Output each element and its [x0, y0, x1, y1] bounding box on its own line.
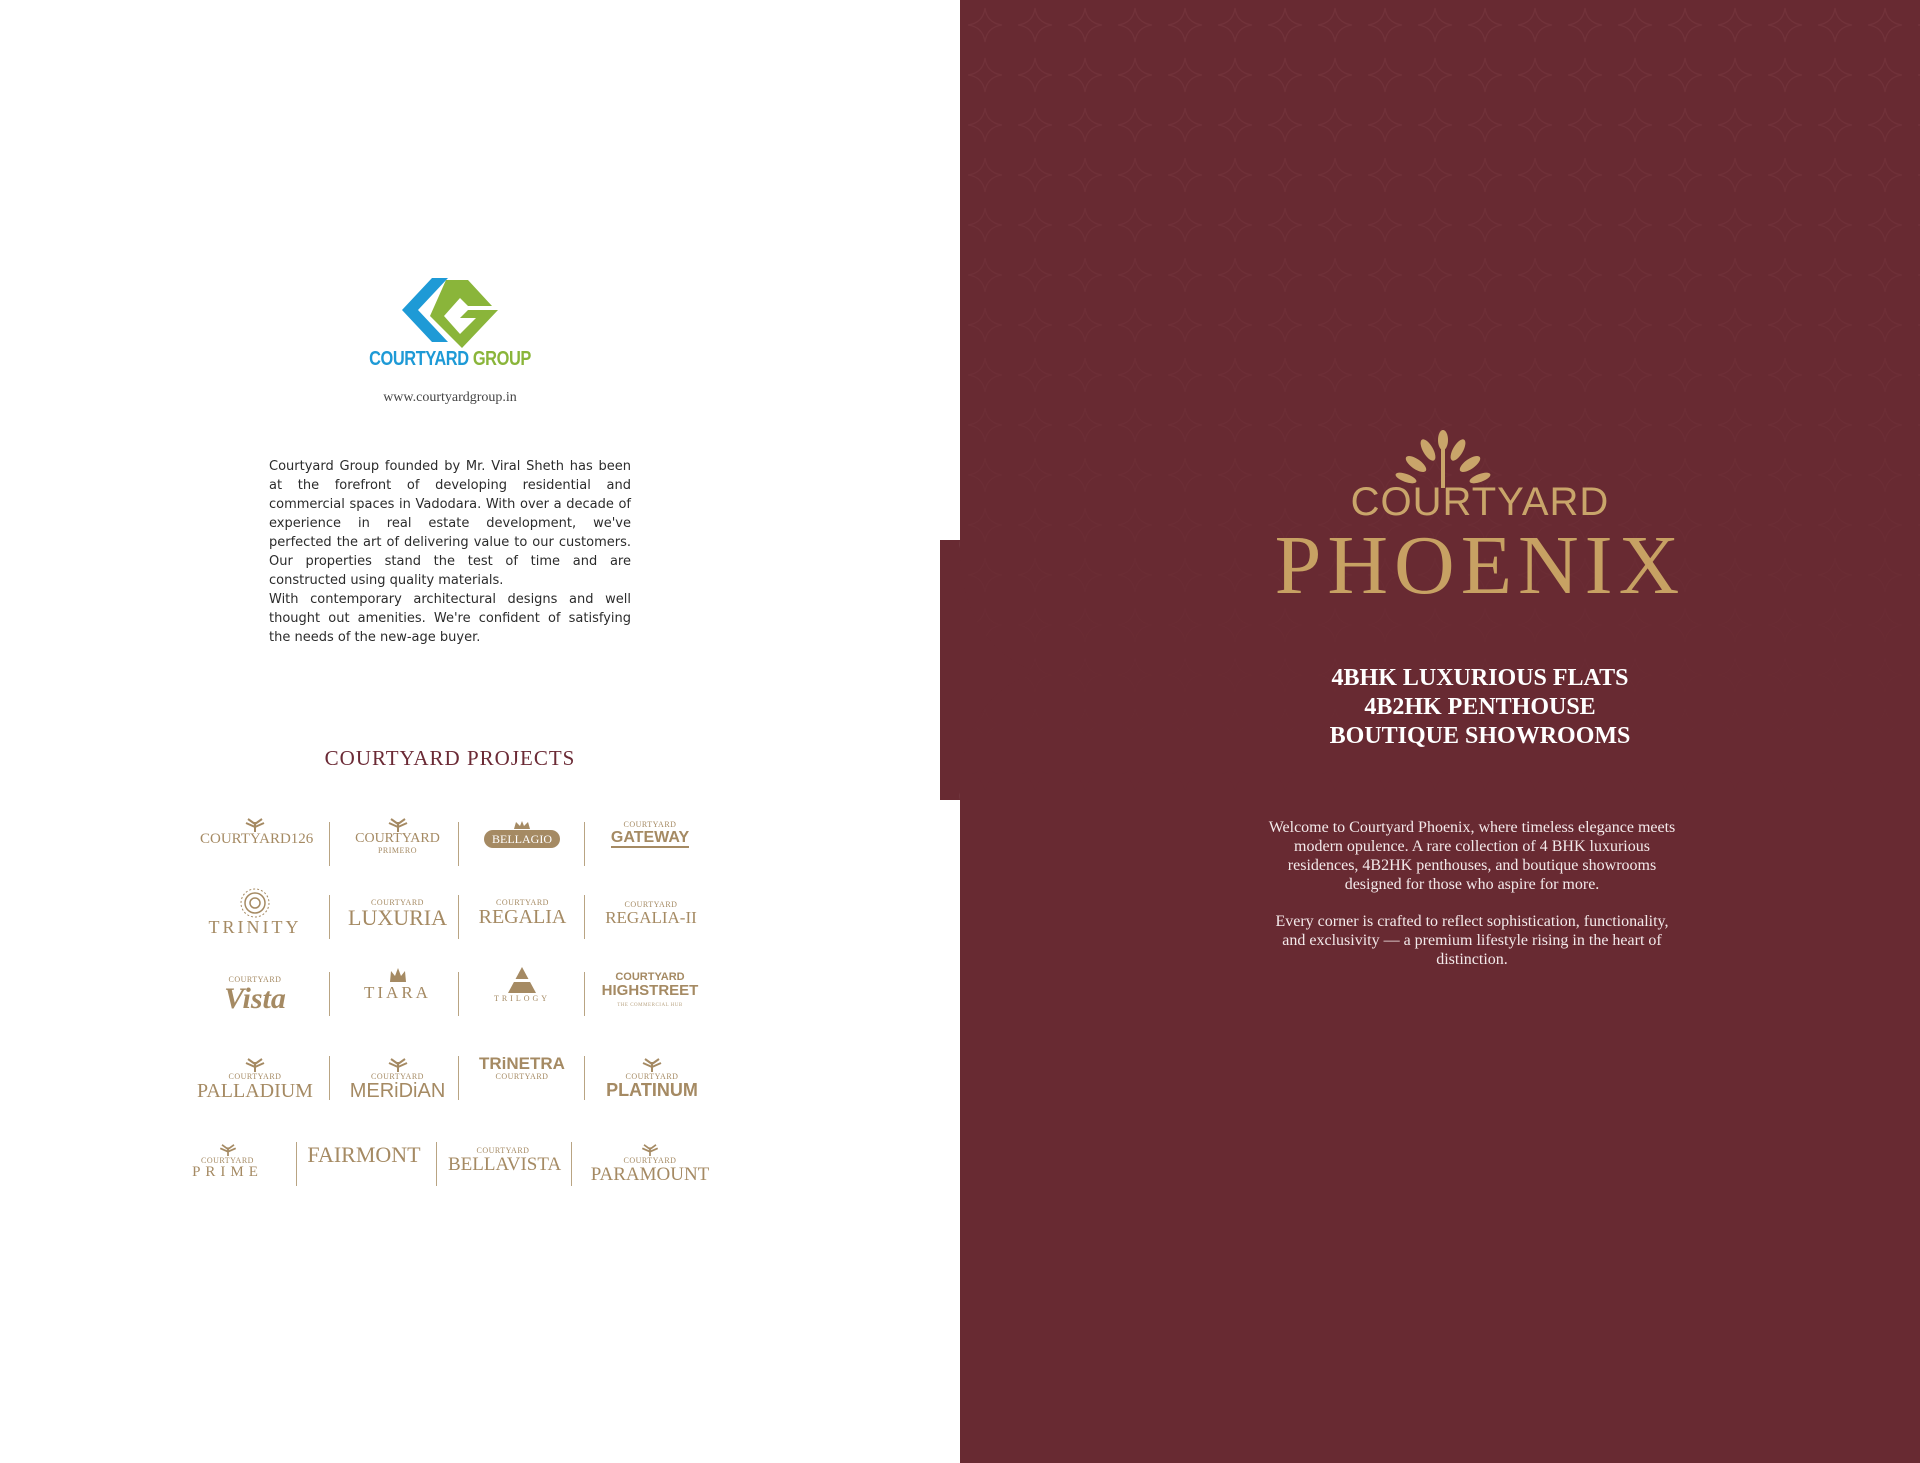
about-paragraph-1: Courtyard Group founded by Mr. Viral Sheth has been at the forefront of developing residential and commercial spaces in Vadodara. With over a decade of experience in real estate development, we've perfected the art of delivering value to our customers. Our properties stand the test of time and are constructed using quality materials. [269, 459, 631, 588]
crown-icon [388, 966, 408, 984]
about-paragraph-2: With contemporary architectural designs and well thought out amenities. We're confident of satisfying the needs of the new-age buyer. [269, 592, 631, 645]
project-logo-palladium: COURTYARD PALLADIUM [195, 1058, 315, 1101]
company-name: COURTYARD GROUP [369, 348, 531, 370]
projects-title: COURTYARD PROJECTS [324, 746, 576, 770]
project-logo-tiara: TIARA [345, 966, 450, 1001]
phoenix-brand-label: COURTYARD [1350, 480, 1610, 524]
divider [329, 895, 330, 939]
divider [329, 972, 330, 1016]
project-logo-meridian: COURTYARD MERiDiAN [345, 1058, 450, 1101]
project-logo-bellagio: BELLAGIO [478, 820, 566, 848]
divider [458, 972, 459, 1016]
tree-icon [215, 1144, 241, 1156]
project-logo-primero: COURTYARD PRIMERO [345, 818, 450, 855]
tree-icon [240, 818, 270, 832]
divider [458, 1056, 459, 1100]
website-link[interactable]: www.courtyardgroup.in [383, 390, 517, 405]
tagline-1: 4BHK LUXURIOUS FLATS [1331, 665, 1629, 691]
crown-icon [512, 820, 532, 830]
divider [436, 1142, 437, 1186]
project-logo-highstreet: COURTYARD HIGHSTREET THE COMMERCIAL HUB [601, 971, 699, 1008]
divider [329, 1056, 330, 1100]
project-logo-gateway: COURTYARD GATEWAY [610, 820, 690, 846]
phoenix-description-2: Every corner is crafted to reflect sophistication, functionality, and exclusivity — a premium lifestyle rising in the heart of distinction. [1275, 913, 1669, 968]
divider [571, 1142, 572, 1186]
tree-icon [240, 1058, 270, 1072]
project-logo-platinum: COURTYARD PLATINUM [600, 1058, 704, 1099]
divider [458, 822, 459, 866]
project-logo-trinetra: TRiNETRA COURTYARD [479, 1054, 565, 1081]
project-logo-trilogy: TRILOGY [478, 965, 566, 1003]
project-logo-regalia: COURTYARD REGALIA [478, 898, 567, 928]
divider [584, 972, 585, 1016]
divider [296, 1142, 297, 1186]
divider [584, 1056, 585, 1100]
project-logo-luxuria: COURTYARD LUXURIA [348, 898, 447, 930]
tagline-2: 4B2HK PENTHOUSE [1364, 694, 1596, 720]
sun-emblem-icon [240, 888, 270, 918]
tree-icon [383, 818, 413, 832]
divider [458, 895, 459, 939]
project-logo-regalia-2: COURTYARD REGALIA-II [605, 900, 697, 927]
tagline-3: BOUTIQUE SHOWROOMS [1329, 723, 1631, 749]
project-logo-prime: COURTYARD PRIME [185, 1144, 270, 1180]
project-logo-courtyard126: COURTYARD126 [200, 818, 310, 847]
tree-icon [383, 1058, 413, 1072]
divider [329, 822, 330, 866]
courtyard-group-logo-icon [392, 272, 506, 352]
project-logo-paramount: COURTYARD PARAMOUNT [585, 1144, 715, 1184]
project-logo-vista: COURTYARD Vista [224, 975, 286, 1015]
divider [584, 822, 585, 866]
phoenix-title: PHOENIX [1274, 519, 1686, 612]
triangle-emblem-icon [506, 965, 538, 995]
arrow-notch-shape [940, 540, 1040, 800]
phoenix-description-1: Welcome to Courtyard Phoenix, where timeless elegance meets modern opulence. A rare collection of 4 BHK luxurious residences, 4B2HK penthouses, and boutique showrooms designed for those who aspire for more. [1268, 819, 1676, 893]
divider [584, 895, 585, 939]
tree-icon [635, 1144, 665, 1156]
project-logo-bellavista: COURTYARD BELLAVISTA [448, 1146, 562, 1175]
project-logo-trinity: TRINITY [205, 888, 305, 936]
project-logo-fairmont: FAIRMONT [307, 1142, 421, 1167]
tree-icon [637, 1058, 667, 1072]
